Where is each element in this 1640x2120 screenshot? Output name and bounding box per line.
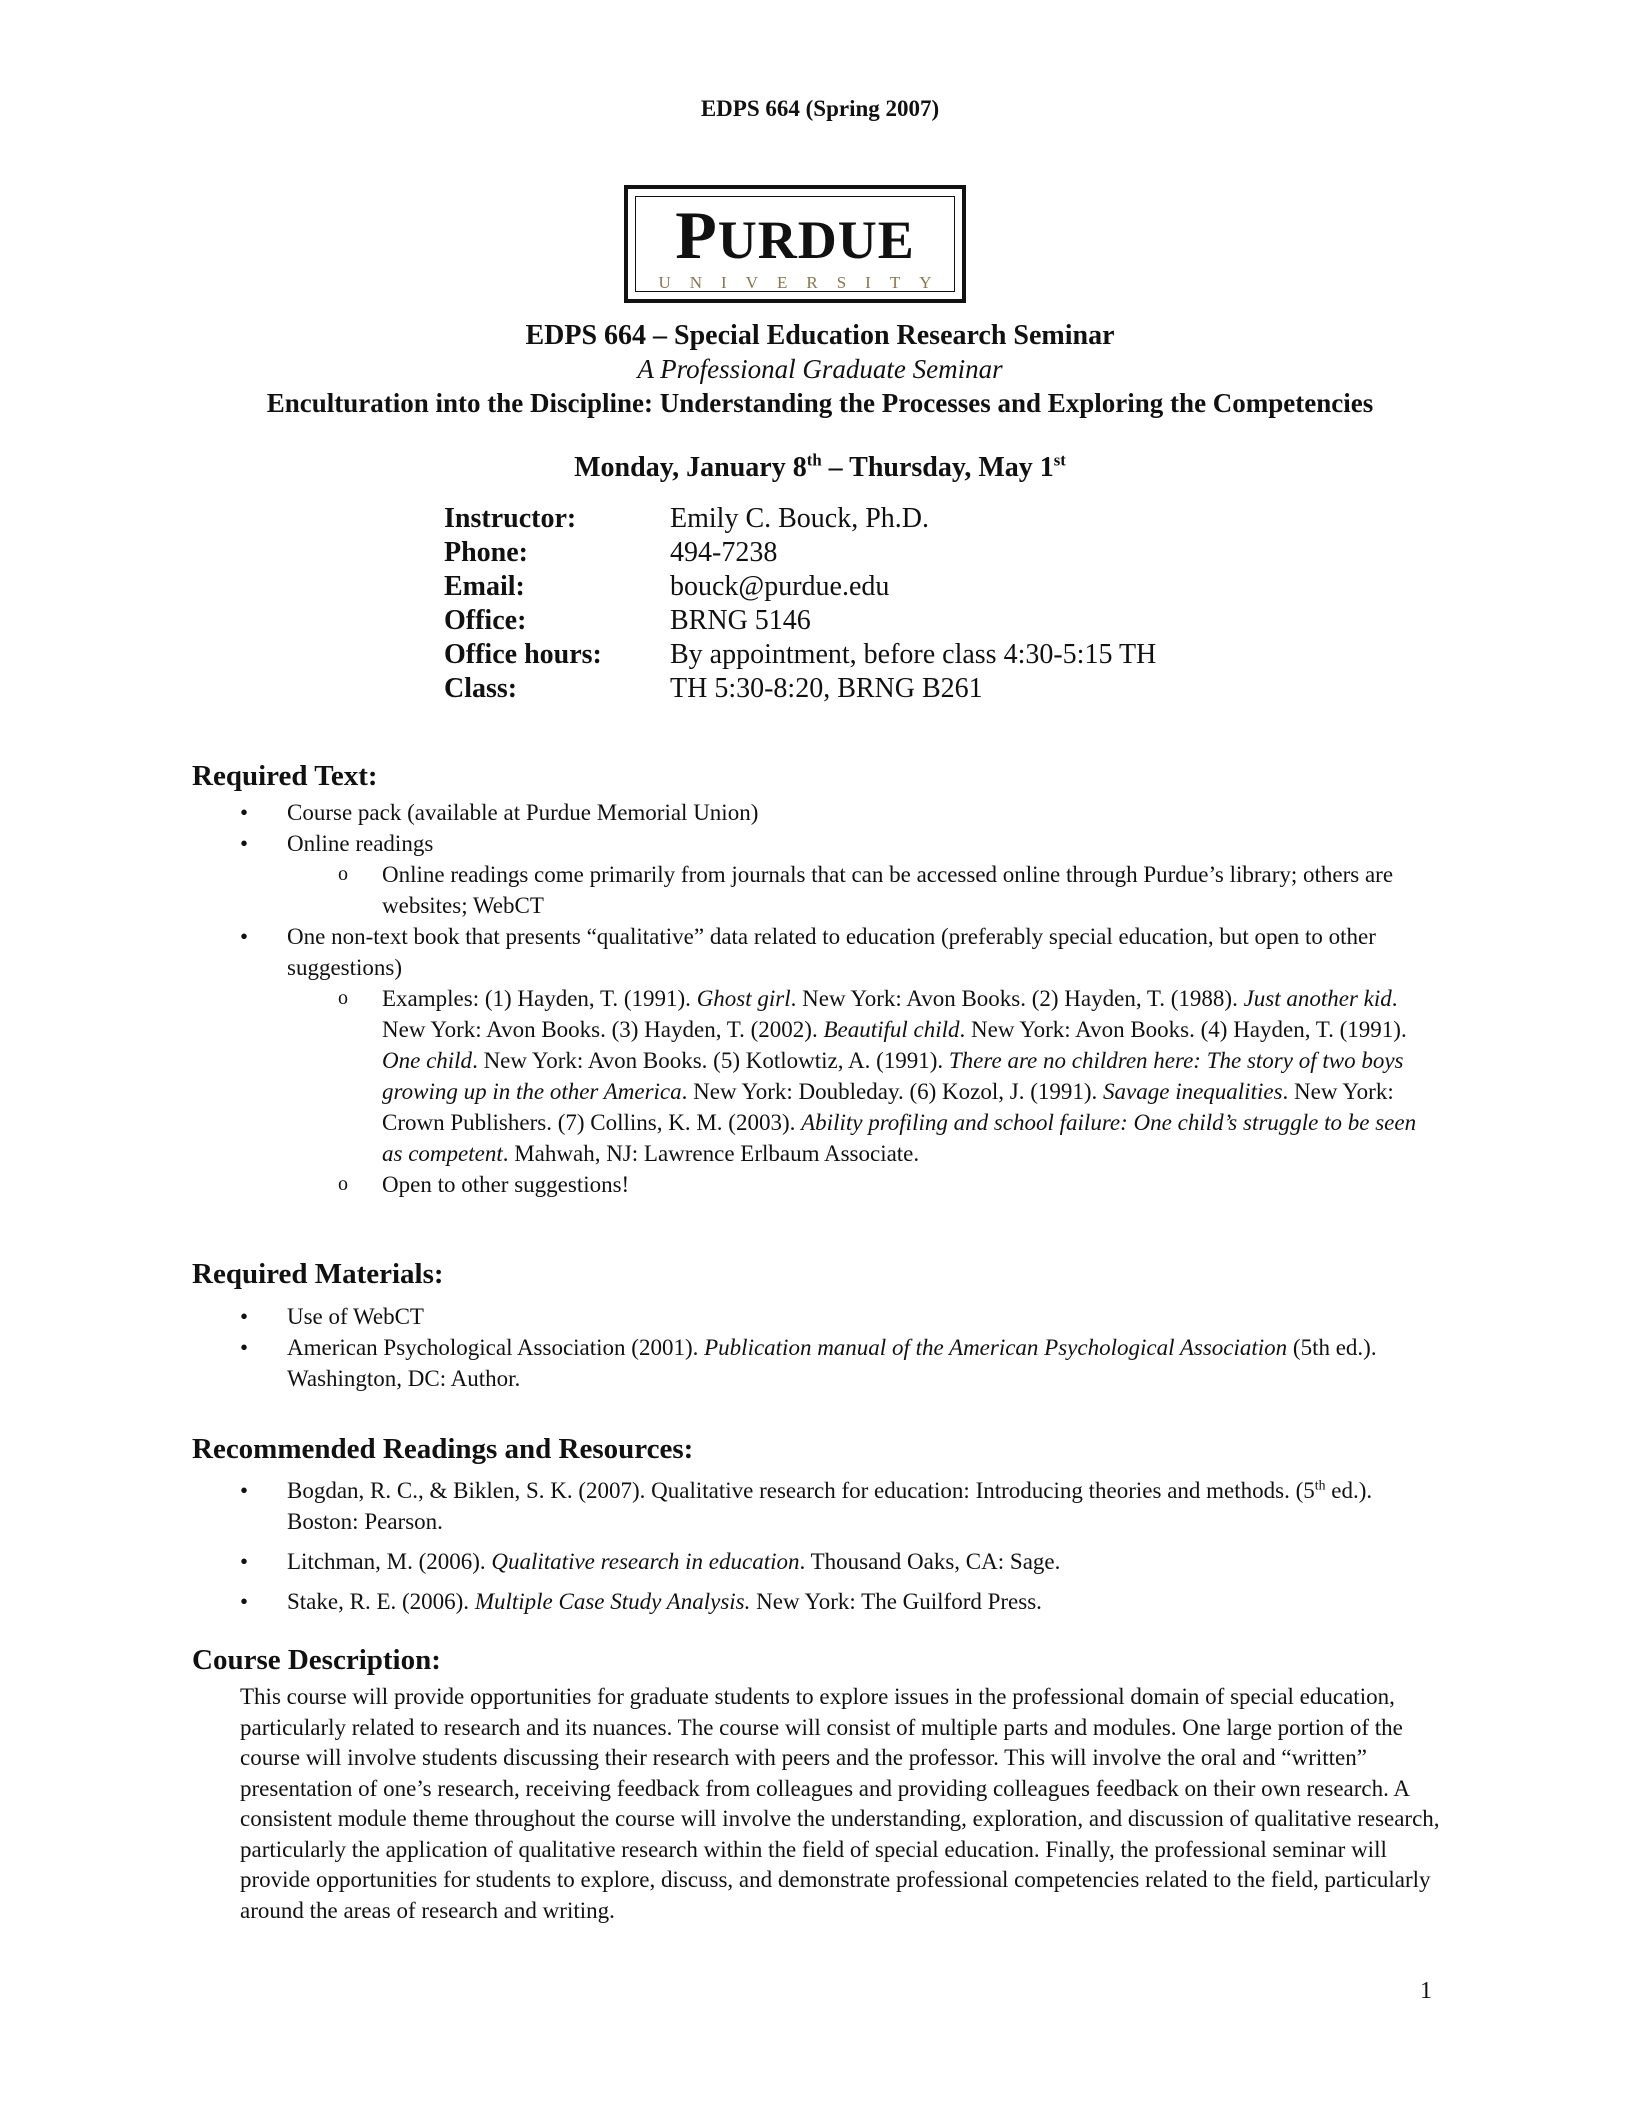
instructor-info	[444, 502, 1156, 706]
heading-required-text: Required Text:	[192, 760, 378, 792]
list-item: • Course pack (available at Purdue Memorial Union)	[240, 800, 759, 825]
list-item: • One non-text book that presents “qualitative” data related to education (preferably special education, but open to other suggestions)	[240, 924, 1376, 980]
list-item: • Bogdan, R. C., & Biklen, S. K. (2007). Qualitative research for education: Introducing theories and methods. (5th ed.). Boston: Pearson.	[240, 1477, 1373, 1534]
page-title: EDPS 664 – Special Education Research Seminar	[525, 320, 1115, 351]
logo-subtitle: UNIVERSITY	[658, 273, 951, 292]
info-row-office: Office: BRNG 5146	[444, 605, 811, 636]
required-text-list	[192, 797, 1442, 1200]
heading-recommended-readings: Recommended Readings and Resources:	[192, 1433, 694, 1465]
info-row-instructor: Instructor: Emily C. Bouck, Ph.D.	[444, 503, 930, 534]
list-item: • American Psychological Association (2001). Publication manual of the American Psychological Association (5th ed.). Washington, DC: Author.	[240, 1335, 1377, 1391]
course-dates: Monday, January 8th – Thursday, May 1st	[574, 450, 1066, 483]
sub-list-item: o Online readings come primarily from journals that can be accessed online through Purdue’s library; others are websites; WebCT	[338, 862, 1394, 918]
sub-list-item-examples: o Examples: (1) Hayden, T. (1991). Ghost girl. New York: Avon Books. (2) Hayden, T. (1988). Just another kid. New York: Avon Books. (3) Hayden, T. (2002). Beautiful child. New York: Avon Books. (4) Hayden, T. (1991). One child. New York: Avon Books. (5) Kotlowtiz, A. (1991). There are no children here: The story of two boys growing up in the other America. New York: Doubleday. (6) Kozol, J. (1991). Savage inequalities. New York: Crown Publishers. (7) Collins, K. M. (2003). Ability profiling and school failure: One child’s struggle to be seen as competent. Mahwah, NJ: Lawrence Erlbaum Associate.	[338, 986, 1417, 1166]
sub-list-item: o Open to other suggestions!	[338, 1172, 630, 1197]
page-subtitle: A Professional Graduate Seminar	[637, 354, 1003, 384]
info-row-class: Class: TH 5:30-8:20, BRNG B261	[444, 673, 983, 704]
required-materials-list	[192, 1301, 1442, 1394]
purdue-logo	[624, 185, 966, 303]
list-item: • Use of WebCT	[240, 1304, 424, 1329]
page-tagline: Enculturation into the Discipline: Understanding the Processes and Exploring the Competencies	[266, 388, 1374, 418]
info-row-email: Email: bouck@purdue.edu	[444, 571, 890, 602]
header-course-term: EDPS 664 (Spring 2007)	[700, 96, 940, 121]
info-row-office-hours: Office hours: By appointment, before class 4:30-5:15 TH	[444, 639, 1157, 670]
list-item: • Online readings	[240, 831, 434, 856]
heading-required-materials: Required Materials:	[192, 1258, 444, 1290]
course-description-text: This course will provide opportunities for graduate students to explore issues in the professional domain of special education, particularly related to research and its nuances. The course will consist of multiple parts and modules. One large portion of the course will involve students discussing their research with peers and the professor. This will involve the oral and “written” presentation of one’s research, receiving feedback from colleagues and providing colleagues feedback on their own research. A consistent module theme throughout the course will involve the understanding, exploration, and discussion of qualitative research, particularly the application of qualitative research within the field of special education. Finally, the professional seminar will provide opportunities for students to explore, discuss, and demonstrate professional competencies related to the field, particularly around the areas of research and writing.	[240, 1684, 1440, 1923]
logo-wordmark: PURDUE	[675, 197, 915, 273]
heading-course-description: Course Description:	[192, 1644, 441, 1676]
info-row-phone: Phone: 494-7238	[444, 537, 778, 568]
list-item: • Litchman, M. (2006). Qualitative research in education. Thousand Oaks, CA: Sage.	[240, 1549, 1061, 1574]
list-item: • Stake, R. E. (2006). Multiple Case Study Analysis. New York: The Guilford Press.	[240, 1589, 1042, 1614]
recommended-list	[192, 1475, 1442, 1617]
page-number: 1	[1420, 1978, 1432, 2004]
